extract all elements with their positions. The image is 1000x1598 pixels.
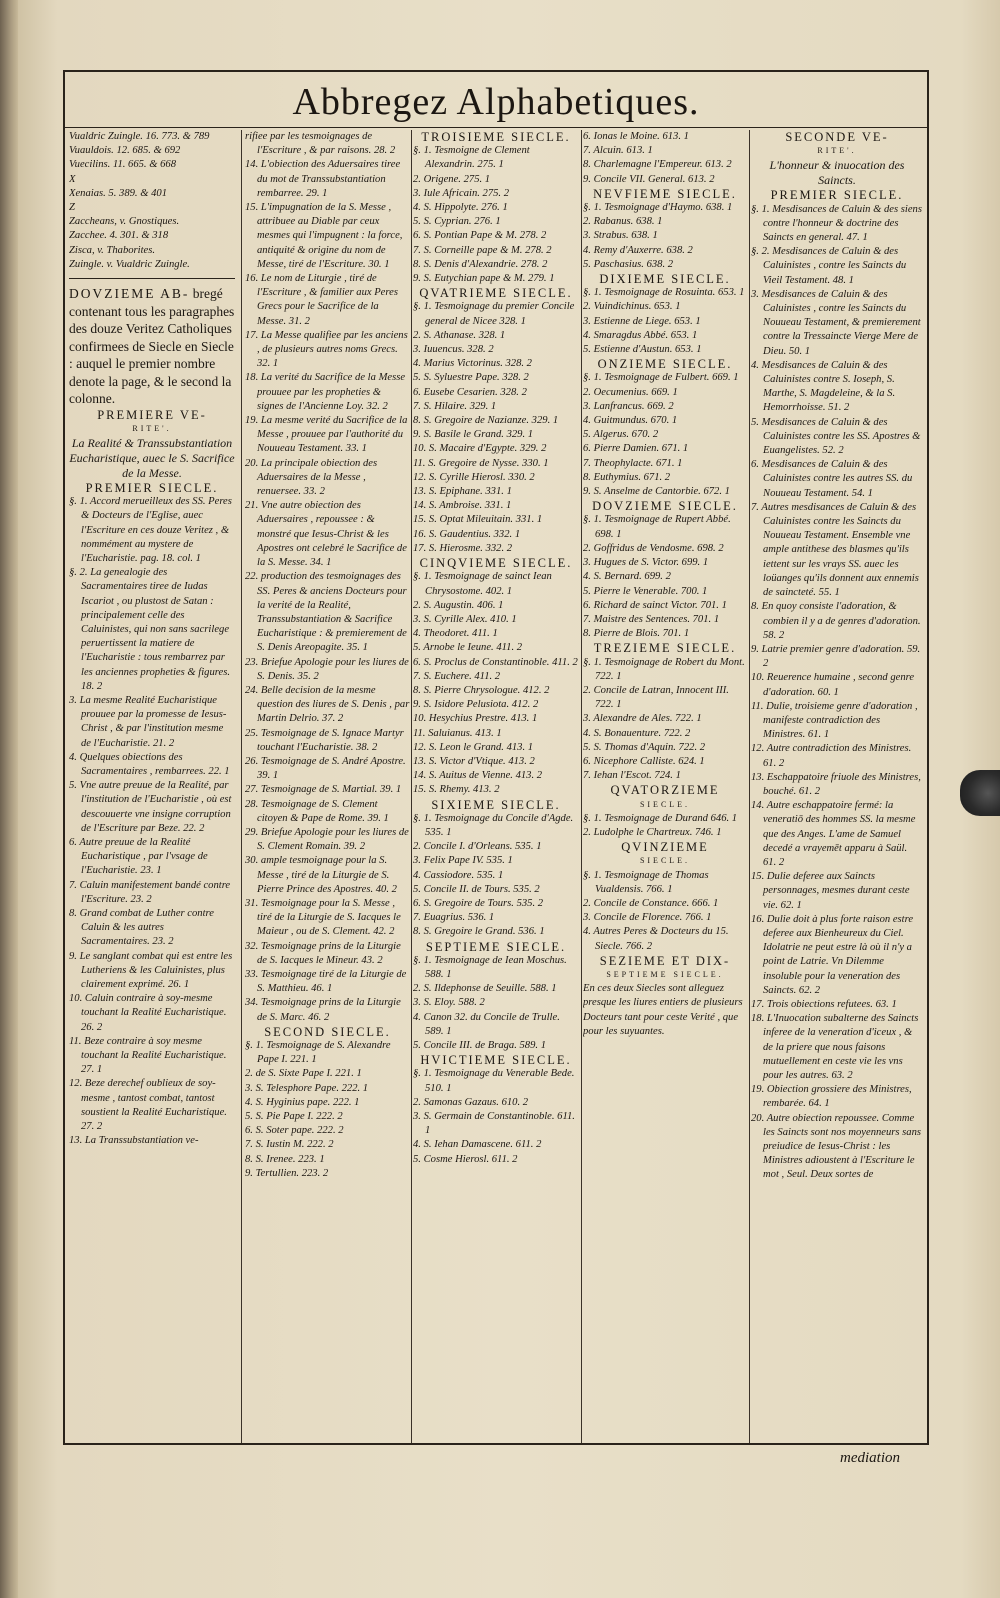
index-entry: 7. Caluin manifestement bandé contre l'Escriture. 23. 2: [69, 879, 231, 905]
column-divider: [749, 130, 750, 1443]
index-entry: §. 1. Tesmoignage d'Haymo. 638. 1: [583, 202, 733, 214]
index-entry: §. 1. Tesmoigne de Clement Alexandrin. 275. 1: [413, 145, 530, 171]
index-entry: 6. Pierre Damien. 671. 1: [583, 443, 689, 455]
index-entry: 19. Obiection grossiere des Ministres, rembarée. 64. 1: [751, 1084, 912, 1110]
index-entry: 18. La verité du Sacrifice de la Messe prouuee par les propheties & signes de l'Ancienne Loy. 32. 2: [245, 372, 406, 412]
index-entry: §. 1. Tesmoignage de Robert du Mont. 722. 1: [583, 656, 745, 682]
index-entry: 13. La Transsubstantiation ve-: [69, 1135, 199, 1147]
index-entry: 2. de S. Sixte Pape I. 221. 1: [245, 1068, 362, 1080]
index-entry: 3. S. Cyrille Alex. 410. 1: [413, 613, 517, 625]
index-entry: 8. Pierre de Blois. 701. 1: [583, 628, 690, 640]
sixieme-siecle-heading: SIXIEME SIECLE.: [431, 797, 561, 812]
dozieme-heading: DOVZIEME AB-: [69, 286, 190, 302]
column-2: [245, 130, 410, 1437]
index-entry: 7. S. Hilaire. 329. 1: [413, 400, 497, 412]
index-entry: 22. production des tesmoignages des SS. Peres & anciens Docteurs pour la verité de la Realité, Transsubstantiation & Sacrifice Eucharistique : & premierement de S. Denis Areopagite. 35. 1: [245, 571, 407, 654]
index-entry: 21. Vne autre obiection des Aduersaires , repoussee : & monstré que Iesus-Christ & les Apostres ont celebré le Sacrifice de la S. Messe. 34. 1: [245, 500, 407, 569]
index-entry: 12. S. Leon le Grand. 413. 1: [413, 741, 534, 753]
index-entry: 2. S. Ildephonse de Seuille. 588. 1: [413, 983, 557, 995]
index-entry: 17. La Messe qualifiee par les anciens , de plusieurs autres noms Grecs. 32. 1: [245, 329, 408, 370]
index-entry: 4. S. Bernard. 699. 2: [583, 571, 671, 583]
index-entry: 6. S. Pontian Pape & M. 278. 2: [413, 230, 547, 242]
index-entry: 4. Remy d'Auxerre. 638. 2: [583, 244, 693, 256]
index-entry: Zaccheans, v. Gnostiques.: [69, 216, 180, 228]
seconde-verite-heading: SECONDE VE- RITE'.: [785, 130, 889, 156]
index-entry: 13. S. Victor d'Vtique. 413. 2: [413, 755, 535, 767]
index-entry: §. 1. Tesmoignage de Iean Moschus. 588. 1: [413, 954, 567, 980]
quatrieme-siecle-list: [413, 300, 579, 556]
index-entry: 17. S. Hierosme. 332. 2: [413, 542, 513, 554]
index-entry: 10. Caluin contraire à soy-mesme touchant la Realité Eucharistique. 26. 2: [69, 993, 227, 1033]
index-entry: 23. Briefue Apologie pour les liures de S. Denis. 35. 2: [245, 656, 409, 682]
index-entry: 14. Autre eschappatoire fermé: la veneratiō des hommes SS. la mesme que des Anges. L'ame de Samuel decedé a vrayemēt apparu à Saül. 61. 2: [751, 800, 916, 868]
index-entry: 9. Le sanglant combat qui est entre les Lutheriens & les Caluinistes, plus clairement exprimé. 26. 1: [69, 950, 233, 991]
index-entry: 7. Iehan l'Escot. 724. 1: [583, 770, 681, 782]
index-entry: 11. Dulie, troisieme genre d'adoration , manifeste contradiction des Ministres. 61. 1: [751, 700, 918, 741]
trezieme-siecle-list: [583, 656, 747, 784]
index-entry: 15. S. Optat Mileuitain. 331. 1: [413, 514, 543, 526]
index-entry: 5. S. Syluestre Pape. 328. 2: [413, 372, 529, 384]
index-entry: 5. Arnobe le Ieune. 411. 2: [413, 642, 523, 654]
index-entry: 8. S. Irenee. 223. 1: [245, 1153, 325, 1165]
index-entry: 2. Vuindichinus. 653. 1: [583, 301, 681, 313]
index-entry: 3. La mesme Realité Eucharistique prouuee par la promesse de Iesus-Christ , & par l'institution mesme de l'Eucharistie. 21. 2: [69, 694, 227, 749]
index-entry: 4. Guitmundus. 670. 1: [583, 415, 678, 427]
index-entry: 2. Concile de Latran, Innocent III. 722. 1: [583, 684, 729, 711]
index-entry: 26. Tesmoignage de S. André Apostre. 39. 1: [245, 755, 406, 782]
index-entry: 3. Mesdisances de Caluin & des Caluinistes , contre les Saincts du Nouueau Testament, & premierement contre la Tressaincte Vierge Mere de Dieu. 50. 1: [751, 288, 921, 357]
column-5: [751, 130, 923, 1437]
index-entry: 11. Beze contraire à soy mesme touchant la Realité Eucharistique. 27. 1: [69, 1035, 227, 1076]
column-3: [413, 130, 579, 1437]
index-entry: 30. ample tesmoignage pour la S. Messe , tiré de la Liturgie de S. Pierre Prince des Apostres. 40. 2: [245, 855, 397, 895]
index-entry: 9. Tertullien. 223. 2: [245, 1167, 329, 1179]
index-entry: 5. Vne autre preuue de la Realité, par l'institution de l'Eucharistie , où est descouuerte vne insigne corruption de l'Escriture par Beze. 22. 2: [69, 780, 232, 834]
index-entry: 4. Theodoret. 411. 1: [413, 628, 498, 640]
index-entry: 7. S. Euchere. 411. 2: [413, 670, 501, 682]
dixieme-siecle-list: [583, 286, 747, 357]
index-entry: 2. Oecumenius. 669. 1: [583, 386, 678, 398]
index-entry: 4. Autres Peres & Docteurs du 15. Siecle. 766. 2: [583, 926, 729, 952]
dozieme-text: bregé contenant tous les paragraphes des douze Veritez Catholiques confirmees de Siecle en Siecle : auquel le premier nombre denote la page, & le second la colonne.: [69, 286, 235, 407]
seizieme-siecle-text: En ces deux Siecles sont alleguez presque les liures entiers de plusieurs Docteurs tant pour ceste Verité , que pour les suyuantes.: [583, 983, 743, 1037]
index-entry: 4. Smaragdus Abbé. 653. 1: [583, 329, 698, 341]
index-entry: 3. S. Telesphore Pape. 222. 1: [245, 1082, 369, 1094]
binder-clip: [960, 770, 1000, 816]
index-entry: 8. S. Gregoire de Nazianze. 329. 1: [413, 415, 559, 427]
index-entry: 9. S. Anselme de Cantorbie. 672. 1: [583, 486, 730, 498]
neufieme-siecle-heading: NEVFIEME SIECLE.: [593, 186, 737, 201]
index-entry: 3. Strabus. 638. 1: [583, 230, 658, 242]
index-entry: 2. Concile I. d'Orleans. 535. 1: [413, 841, 542, 853]
index-entry: 3. Iule Africain. 275. 2: [413, 187, 510, 199]
second-siecle-list: [245, 1039, 410, 1181]
septieme-siecle-heading: SEPTIEME SIECLE.: [425, 939, 567, 954]
page-title: Abbregez Alphabetiques.: [292, 81, 700, 123]
dixieme-siecle-heading: DIXIEME SIECLE.: [599, 272, 731, 287]
index-entry: §. 1. Tesmoignage de Durand 646. 1: [583, 812, 738, 824]
column-divider: [581, 130, 582, 1443]
index-entry: 3. S. Germain de Constantinoble. 611. 1: [413, 1111, 575, 1137]
index-entry: 5. Algerus. 670. 2: [583, 429, 659, 441]
index-entry: 7. S. Iustin M. 222. 2: [245, 1139, 334, 1151]
second-siecle-heading: SECOND SIECLE.: [264, 1024, 391, 1039]
douzieme-siecle-list: [583, 513, 747, 641]
index-entry: 2. Goffridus de Vendosme. 698. 2: [583, 542, 724, 554]
index-entry: Vuecilins. 11. 665. & 668: [69, 159, 177, 171]
troisieme-siecle-heading: TROISIEME SIECLE.: [421, 130, 571, 144]
index-entry: 5. Concile II. de Tours. 535. 2: [413, 883, 540, 895]
index-entry: Zacchee. 4. 301. & 318: [69, 230, 169, 242]
index-entry: §. 1. Accord merueilleux des SS. Peres & Docteurs de l'Eglise, auec l'Escriture en ces douze Veritez , & nommément au mystere de l'Eucharistie. pag. 18. col. 1: [69, 496, 232, 564]
index-entry: 4. Quelques obiections des Sacramentaires , rembarrees. 22. 1: [69, 751, 230, 777]
index-entry: 4. S. Bonauenture. 722. 2: [583, 727, 691, 739]
index-entry: §. 1. Tesmoignage du Concile d'Agde. 535. 1: [413, 812, 574, 838]
premiere-verite-subtitle: La Realité & Transsubstantiation Eucharistique, auec le S. Sacrifice de la Messe.: [69, 435, 235, 480]
column-1: [69, 130, 235, 1437]
index-entry: rifiee par les tesmoignages de l'Escriture , & par raisons. 28. 2: [245, 131, 396, 157]
premier-siecle-heading-2: PREMIER SIECLE.: [770, 188, 904, 203]
index-entry: 2. Rabanus. 638. 1: [583, 216, 663, 228]
index-entry: Zisca, v. Thaborites.: [69, 244, 156, 256]
index-entry: 9. S. Basile le Grand. 329. 1: [413, 429, 534, 441]
trezieme-siecle-heading: TREZIEME SIECLE.: [593, 641, 737, 656]
index-entry: Vuauldois. 12. 685. & 692: [69, 145, 181, 157]
index-entry: 10. S. Macaire d'Egypte. 329. 2: [413, 443, 547, 455]
septieme-siecle-list: [413, 954, 579, 1053]
index-entry: 3. Hugues de S. Victor. 699. 1: [583, 557, 709, 569]
seizieme-siecle-heading: SEZIEME ET DIX- SEPTIEME SIECLE.: [599, 953, 731, 979]
index-entry: §. 1. Tesmoignage de Fulbert. 669. 1: [583, 372, 739, 384]
index-entry: 29. Briefue Apologie pour les liures de S. Clement Romain. 39. 2: [245, 826, 409, 853]
index-entry: 27. Tesmoignage de S. Martial. 39. 1: [245, 784, 402, 796]
index-entry: 12. Autre contradiction des Ministres. 61. 2: [751, 743, 912, 769]
index-entry: 13. S. Epiphane. 331. 1: [413, 486, 512, 498]
index-entry: 5. Estienne d'Austun. 653. 1: [583, 344, 702, 356]
index-entry: 5. Paschasius. 638. 2: [583, 258, 674, 270]
index-entry: 31. Tesmoignage pour la S. Messe , tiré de la Liturgie de S. Iacques le Maieur , ou de S. Clement. 42. 2: [245, 897, 401, 938]
index-entry: 15. L'impugnation de la S. Messe , attribuee au Diable par ceux mesmes qui l'impugnent : la force, antiquité & origine du nom de Messe, tiré de l'Escriture. 30. 1: [245, 202, 403, 270]
index-entry: 14. S. Ambroise. 331. 1: [413, 500, 512, 512]
index-entry: 16. Dulie doit à plus forte raison estre deferee aux Bienheureux du Ciel. Idolatrie ne peut estre là où il n'y a point de Latrie. Vn Dilemme insoluble pour la veneration des Saincts. 62. 2: [751, 913, 914, 996]
index-entry: §. 2. Mesdisances de Caluin & des Caluinistes , contre les Saincts du Vieil Testament. 48. 1: [751, 246, 907, 286]
index-entry: 5. S. Cyprian. 276. 1: [413, 216, 501, 228]
index-entry: 8. En quoy consiste l'adoration, & combien il y a de genres d'adoration. 58. 2: [751, 601, 921, 641]
index-entry: 6. Autre preuue de la Realité Eucharistique , par l'vsage de l'Eucharistie. 23. 1: [69, 837, 208, 877]
index-entry: 16. Le nom de Liturgie , tiré de l'Escriture , & familier aux Peres Grecs pour le Sacrifice de la Messe. 31. 2: [245, 273, 398, 327]
index-entry: 5. Cosme Hierosl. 611. 2: [413, 1153, 518, 1165]
index-entry: 24. Belle decision de la mesme question des liures de S. Denis , par Martin Delrio. 37. 2: [245, 684, 410, 725]
index-entry: §. 1. Tesmoignage de S. Alexandre Pape I. 221. 1: [245, 1040, 391, 1066]
index-entry: 7. Euagrius. 536. 1: [413, 912, 495, 924]
index-entry: 8. Grand combat de Luther contre Caluin & les autres Sacramentaires. 23. 2: [69, 908, 214, 948]
index-entry: 3. Felix Pape IV. 535. 1: [413, 855, 513, 867]
huictieme-siecle-list: [413, 1067, 579, 1166]
index-entry: 7. S. Corneille pape & M. 278. 2: [413, 244, 552, 256]
seconde-verite-list: [751, 203, 923, 1183]
sixieme-siecle-list: [413, 812, 579, 940]
index-entry: 6. Richard de sainct Victor. 701. 1: [583, 599, 727, 611]
index-entry: §. 1. Tesmoignage de Rosuinta. 653. 1: [583, 287, 745, 299]
index-entry: 8. S. Gregoire le Grand. 536. 1: [413, 926, 545, 938]
index-entry: 5. S. Thomas d'Aquin. 722. 2: [583, 741, 706, 753]
index-entry: 6. S. Gregoire de Tours. 535. 2: [413, 897, 544, 909]
column-divider: [241, 130, 242, 1443]
index-entry: 7. Maistre des Sentences. 701. 1: [583, 613, 720, 625]
index-entry: 5. Pierre le Venerable. 700. 1: [583, 585, 708, 597]
index-entry: 4. Mesdisances de Caluin & des Caluinistes contre S. Ioseph, S. Marthe, S. Magdeleine, & la S. Hemorrhoisse. 51. 2: [751, 359, 896, 414]
huictieme-siecle-list-cont: [583, 130, 747, 187]
index-entry: 8. S. Pierre Chrysologue. 412. 2: [413, 684, 550, 696]
cinquieme-siecle-heading: CINQVIEME SIECLE.: [419, 556, 573, 571]
catchword: mediation: [840, 1450, 900, 1466]
troisieme-siecle-list: [413, 144, 579, 286]
index-entry: 15. Dulie deferee aux Saincts personnages, mesmes durant ceste vie. 62. 1: [751, 871, 910, 911]
index-entry: 9. Concile VII. General. 613. 2: [583, 173, 715, 185]
douzieme-siecle-heading: DOVZIEME SIECLE.: [592, 499, 738, 514]
premier-siecle-list: [69, 495, 235, 1148]
index-entry: §. 1. Tesmoignage de Thomas Vualdensis. 766. 1: [583, 869, 709, 895]
index-entry: 9. S. Eutychian pape & M. 279. 1: [413, 273, 555, 285]
index-entry: 3. S. Eloy. 588. 2: [413, 997, 485, 1009]
book-spine: [0, 0, 18, 1598]
index-entry: 6. Ionas le Moine. 613. 1: [583, 131, 689, 142]
index-entry: 25. Tesmoignage de S. Ignace Martyr touchant l'Eucharistie. 38. 2: [245, 727, 404, 753]
huictieme-siecle-heading: HVICTIEME SIECLE.: [420, 1053, 572, 1068]
book-page: [18, 0, 1000, 1598]
index-entry: X: [69, 173, 76, 185]
column-divider: [411, 130, 412, 1443]
index-entry: 4. Marius Victorinus. 328. 2: [413, 358, 532, 370]
index-entry: 3. Lanfrancus. 669. 2: [583, 400, 674, 412]
index-entry: 2. Origene. 275. 1: [413, 173, 491, 185]
index-entry: 13. Eschappatoire friuole des Ministres, bouché. 61. 2: [751, 771, 921, 797]
index-entry: 4. Cassiodore. 535. 1: [413, 869, 504, 881]
index-entry: 10. Hesychius Prestre. 413. 1: [413, 713, 538, 725]
quatorzieme-siecle-list: [583, 812, 747, 840]
index-entry: Zuingle. v. Vualdric Zuingle.: [69, 258, 190, 270]
index-entry: 3. Alexandre de Ales. 722. 1: [583, 713, 702, 725]
index-entry: 5. Mesdisances de Caluin & des Caluinistes contre les SS. Apostres & Euangelistes. 52. 2: [751, 416, 921, 457]
index-entry: 12. Beze derechef oublieux de soy-mesme , tantost combat, tantost soustient la Realité Eucharistique. 27. 2: [69, 1078, 227, 1133]
index-entry: 14. L'obiection des Aduersaires tiree du mot de Transsubstantiation rembarree. 29. 1: [245, 159, 401, 199]
index-entry: §. 1. Tesmoignage de Rupert Abbé. 698. 1: [583, 514, 731, 540]
quatorzieme-siecle-heading: QVATORZIEME SIECLE.: [610, 783, 720, 809]
index-entry: 20. Autre obiection repoussee. Comme les Saincts sont nos moyenneurs sans preiudice de Iesus-Christ : les Ministres adioustent à l'Escriture le mot , Seul. Deux sortes de: [751, 1112, 922, 1181]
index-entry: 16. S. Gaudentius. 332. 1: [413, 528, 521, 540]
index-entry: 3. Estienne de Liege. 653. 1: [583, 315, 701, 327]
index-entry: 19. La mesme verité du Sacrifice de la Messe , prouuee par l'authorité du Nouueau Testament. 33. 1: [245, 415, 408, 455]
index-entry: 34. Tesmoignage prins de la Liturgie de S. Marc. 46. 2: [245, 997, 401, 1023]
quinzieme-siecle-heading: QVINZIEME SIECLE.: [621, 840, 709, 866]
index-entry: 33. Tesmoignage tiré de la Liturgie de S. Matthieu. 46. 1: [245, 968, 407, 995]
cinquieme-siecle-list: [413, 570, 579, 797]
index-entry: 20. La principale obiection des Aduersaires de la Messe , renuersee. 33. 2: [245, 457, 378, 498]
index-entry: 2. S. Athanase. 328. 1: [413, 329, 506, 341]
index-entry: §. 1. Tesmoignage du Venerable Bede. 510. 1: [413, 1068, 575, 1094]
premier-siecle-heading: PREMIER SIECLE.: [85, 480, 219, 495]
index-entry: 15. S. Rhemy. 413. 2: [413, 784, 500, 796]
index-entry: 4. Canon 32. du Concile de Trulle. 589. 1: [413, 1011, 560, 1037]
index-entry: §. 1. Tesmoignage de sainct Iean Chrysostome. 402. 1: [413, 571, 552, 597]
index-entry: 8. Euthymius. 671. 2: [583, 471, 671, 483]
index-entry: 8. Charlemagne l'Empereur. 613. 2: [583, 159, 732, 171]
index-entry: 5. Concile III. de Braga. 589. 1: [413, 1040, 546, 1051]
index-entry: 2. Samonas Gazaus. 610. 2: [413, 1096, 529, 1108]
index-entry: Vualdric Zuingle. 16. 773. & 789: [69, 131, 210, 142]
index-entry: 18. L'Inuocation subalterne des Saincts inferee de la veneration d'iceux , & de la priere que nous faisons mutuellement en ceste vie les vns pour les autres. 63. 2: [751, 1013, 919, 1081]
index-frame: [63, 70, 929, 1445]
index-entry: 3. Iuuencus. 328. 2: [413, 344, 494, 356]
index-entry: 28. Tesmoignage de S. Clement citoyen & Pape de Rome. 39. 1: [245, 798, 389, 824]
index-entry: 6. S. Soter pape. 222. 2: [245, 1125, 344, 1137]
index-entry: 11. Saluianus. 413. 1: [413, 727, 502, 739]
index-entry: 2. Concile de Constance. 666. 1: [583, 897, 719, 909]
index-entry: 2. Ludolphe le Chartreux. 746. 1: [583, 826, 722, 838]
index-entry: 3. Concile de Florence. 766. 1: [583, 912, 712, 924]
index-entry: 5. S. Pie Pape I. 222. 2: [245, 1111, 343, 1123]
index-entry: 32. Tesmoignage prins de la Liturgie de S. Iacques le Mineur. 43. 2: [245, 940, 401, 966]
index-entry: Z: [69, 202, 75, 214]
index-entry: 6. Eusebe Cesarien. 328. 2: [413, 386, 527, 398]
index-entry: 6. S. Proclus de Constantinoble. 411. 2: [413, 656, 578, 668]
premier-siecle-list-cont: [245, 130, 410, 1025]
quinzieme-siecle-list: [583, 869, 747, 954]
index-entry: §. 1. Mesdisances de Caluin & des siens contre l'honneur & doctrine des Saincts en general. 47. 1: [751, 203, 922, 244]
index-entry: 7. Theophylacte. 671. 1: [583, 457, 683, 469]
index-entry: 4. S. Hyginius pape. 222. 1: [245, 1096, 360, 1108]
seconde-verite-subtitle: L'honneur & inuocation des Saincts.: [769, 158, 905, 188]
index-entry: 14. S. Auitus de Vienne. 413. 2: [413, 770, 543, 782]
dozieme-abrege: [69, 285, 235, 408]
index-entry: 9. Latrie premier genre d'adoration. 59. 2: [751, 643, 921, 670]
neufieme-siecle-list: [583, 201, 747, 272]
premiere-verite-heading: PREMIERE VE- RITE'.: [97, 407, 207, 433]
index-tail: [69, 130, 235, 279]
index-entry: 6. Nicephore Calliste. 624. 1: [583, 755, 705, 767]
onzieme-siecle-heading: ONZIEME SIECLE.: [597, 357, 733, 372]
index-entry: Xenaias. 5. 389. & 401: [69, 187, 167, 199]
index-entry: 7. Alcuin. 613. 1: [583, 145, 653, 157]
index-entry: 2. S. Augustin. 406. 1: [413, 599, 504, 611]
title-rule: [65, 127, 927, 128]
column-4: [583, 130, 747, 1437]
index-entry: 9. S. Isidore Pelusiota. 412. 2: [413, 699, 539, 711]
index-entry: 6. Mesdisances de Caluin & des Caluinistes contre les autres SS. du Nouueau Testament. 54. 1: [751, 459, 913, 499]
quatrieme-siecle-heading: QVATRIEME SIECLE.: [419, 286, 573, 301]
index-entry: §. 2. La genealogie des Sacramentaires tiree de Iudas Iscariot , ou plustost de Satan : principalement celle des Caluinistes, qui non sans sacrilege peruertissent la matiere de l'Eucharistie : tous rembarrez par les anciennes propheties & figures. 18. 2: [69, 567, 230, 692]
index-entry: 17. Trois obiections refutees. 63. 1: [751, 998, 897, 1010]
index-entry: 11. S. Gregoire de Nysse. 330. 1: [413, 457, 549, 469]
onzieme-siecle-list: [583, 371, 747, 499]
index-entry: 12. S. Cyrille Hierosl. 330. 2: [413, 471, 535, 483]
index-entry: 4. S. Hippolyte. 276. 1: [413, 202, 508, 214]
index-entry: 7. Autres mesdisances de Caluin & des Caluinistes contre les Saincts du Nouueau Testament. Ensemble vne ample antithese des blasmes qu'ils iettent sur les vrays SS. auec les loüanges qu'ils donnent aux ennemis de saincteté. 55. 1: [751, 501, 919, 599]
index-entry: 4. S. Iehan Damascene. 611. 2: [413, 1139, 542, 1151]
index-entry: 10. Reuerence humaine , second genre d'adoration. 60. 1: [751, 672, 915, 698]
index-entry: §. 1. Tesmoignage du premier Concile general de Nicee 328. 1: [413, 301, 575, 327]
index-entry: 8. S. Denis d'Alexandrie. 278. 2: [413, 258, 548, 270]
